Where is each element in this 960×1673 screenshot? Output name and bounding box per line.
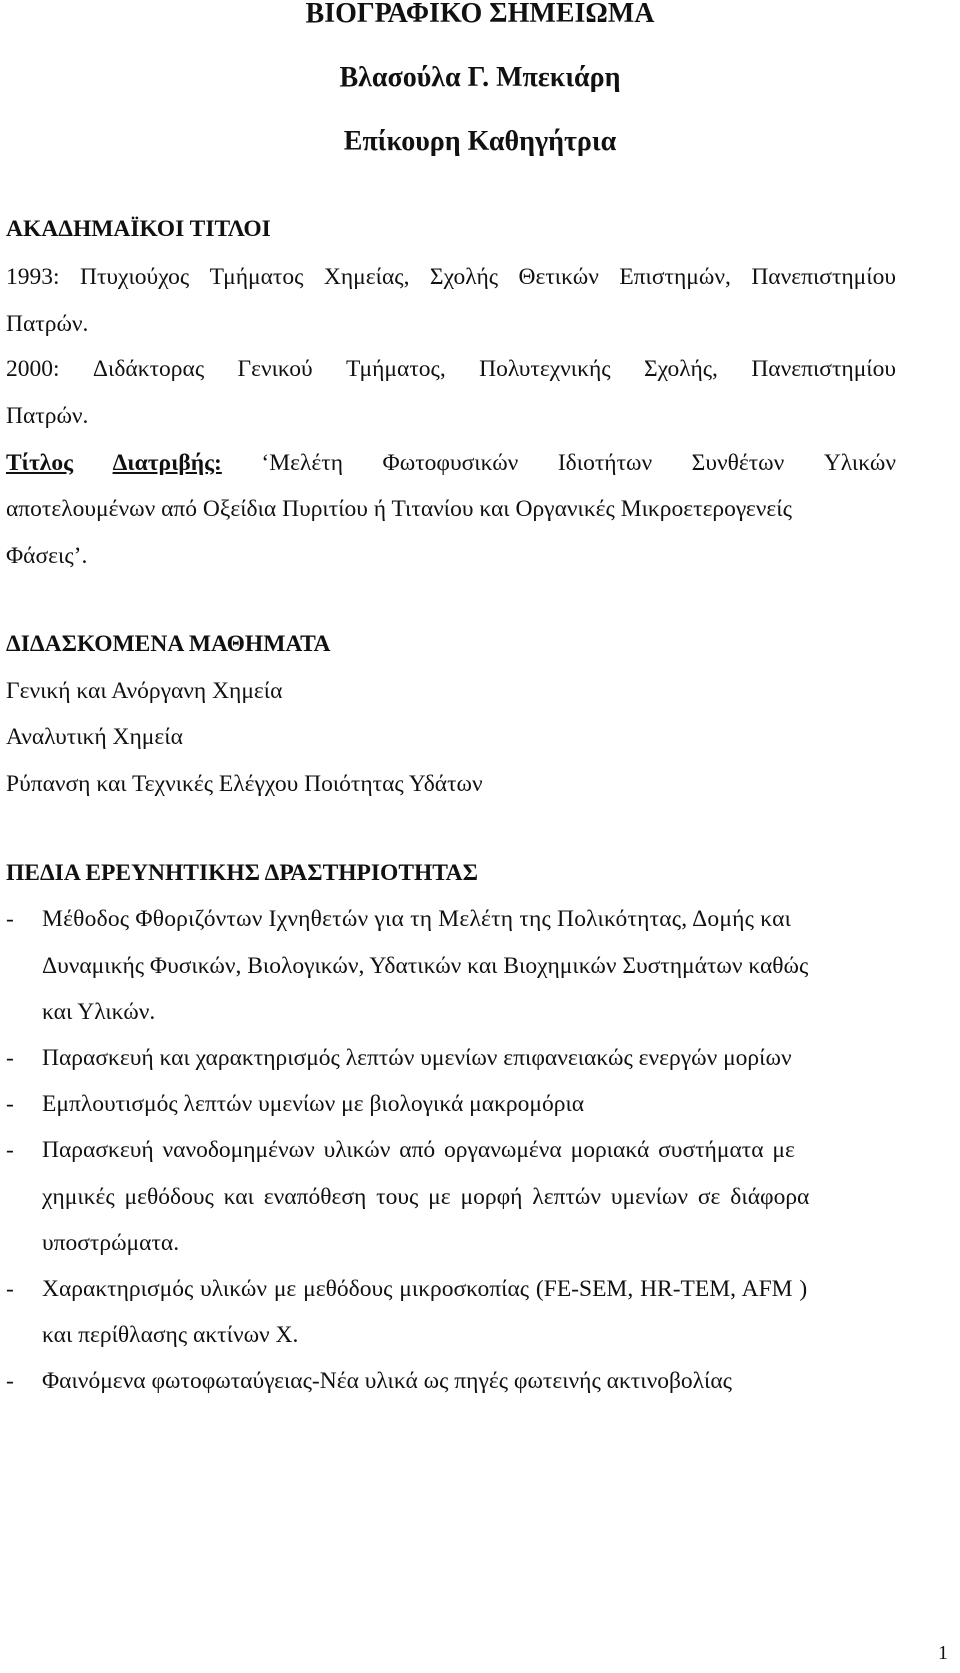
thesis-title-line1 (6, 452, 896, 476)
research-item-6: Φαινόμενα φωτοφωταύγειας-Νέα υλικά ως πηγές φωτεινής ακτινοβολίας (42, 1368, 732, 1394)
author-name: Βλασούλα Γ. Μπεκιάρη (339, 62, 621, 93)
word: Χημείας, (323, 264, 410, 290)
thesis-label-2: Διατριβής: (112, 450, 222, 476)
word: Πτυχιούχος (80, 264, 190, 290)
thesis-label-1: Τίτλος (6, 450, 74, 476)
word: Συνθέτων (691, 450, 785, 476)
research-item-4-line1: Παρασκευή νανοδομημένων υλικών από οργανωμένα μοριακά συστήματα με (42, 1137, 795, 1163)
course-item: Αναλυτική Χημεία (6, 724, 183, 750)
research-item-5-line2: και περίθλασης ακτίνων Χ. (42, 1322, 299, 1348)
course-item: Γενική και Ανόργανη Χημεία (6, 678, 283, 704)
bullet-dash: - (6, 906, 14, 932)
word: Τμήματος (209, 264, 304, 290)
word: Πολυτεχνικής (479, 356, 611, 382)
word: Επιστημών, (619, 264, 731, 290)
word: Γενικού (237, 356, 313, 382)
course-item: Ρύπανση και Τεχνικές Ελέγχου Ποιότητας Υδάτων (6, 771, 483, 797)
word: Πανεπιστημίου (751, 356, 896, 382)
year-1993: 1993: (6, 264, 60, 290)
word: Τμήματος, (346, 356, 446, 382)
research-item-1-line1: Μέθοδος Φθοριζόντων Ιχνηθετών για τη Μελέτη της Πολικότητας, Δομής και (42, 906, 792, 932)
academic-entry-2000-line2: Πατρών. (6, 403, 89, 429)
research-item-4-line3: υποστρώματα. (42, 1230, 180, 1256)
word: Διδάκτορας (92, 356, 205, 382)
word: Θετικών (518, 264, 599, 290)
research-item-3: Εμπλουτισμός λεπτών υμενίων με βιολογικά μακρομόρια (42, 1091, 585, 1117)
author-position: Επίκουρη Καθηγήτρια (343, 126, 617, 157)
document-title: ΒΙΟΓΡΑΦΙΚΟ ΣΗΜΕΙΩΜΑ (305, 0, 655, 29)
bullet-dash: - (6, 1368, 14, 1394)
research-item-5-line1: Χαρακτηρισμός υλικών με μεθόδους μικροσκοπίας (FE-SEM, HR-TEM, AFM ) (42, 1276, 808, 1302)
bullet-dash: - (6, 1276, 14, 1302)
courses-heading: ΔΙΔΑΣΚΟΜΕΝΑ ΜΑΘΗΜΑΤΑ (6, 631, 331, 657)
bullet-dash: - (6, 1045, 14, 1071)
word: Υλικών (823, 450, 896, 476)
word: Φωτοφυσικών (382, 450, 519, 476)
word: ‘Μελέτη (261, 450, 343, 476)
word: Σχολής, (643, 356, 718, 382)
thesis-title-line2: αποτελουμένων από Οξείδια Πυριτίου ή Τιτανίου και Οργανικές Μικροετερογενείς (6, 496, 792, 522)
word: Σχολής (429, 264, 499, 290)
page-number: 1 (938, 1642, 948, 1664)
word: Πανεπιστημίου (751, 264, 896, 290)
bullet-dash: - (6, 1137, 14, 1163)
word: Ιδιοτήτων (557, 450, 653, 476)
academic-entry-1993 (6, 266, 896, 290)
research-item-1-line3: και Υλικών. (42, 999, 156, 1025)
research-item-4-line2: χημικές μεθόδους και εναπόθεση τους με μορφή λεπτών υμενίων σε διάφορα (42, 1184, 810, 1210)
academic-entry-1993-line2: Πατρών. (6, 311, 89, 337)
academic-entry-2000 (6, 358, 896, 382)
bullet-dash: - (6, 1091, 14, 1117)
academic-heading: ΑΚΑΔΗΜΑΪΚΟΙ ΤΙΤΛΟΙ (6, 216, 271, 242)
research-heading: ΠΕΔΙΑ ΕΡΕΥΝΗΤΙΚΗΣ ΔΡΑΣΤΗΡΙΟΤΗΤΑΣ (6, 860, 479, 886)
research-item-2: Παρασκευή και χαρακτηρισμός λεπτών υμενίων επιφανειακώς ενεργών μορίων (42, 1045, 792, 1071)
research-item-1-line2: Δυναμικής Φυσικών, Βιολογικών, Υδατικών και Βιοχημικών Συστημάτων καθώς (42, 953, 809, 979)
year-2000: 2000: (6, 356, 60, 382)
thesis-title-line3: Φάσεις’. (6, 543, 88, 569)
